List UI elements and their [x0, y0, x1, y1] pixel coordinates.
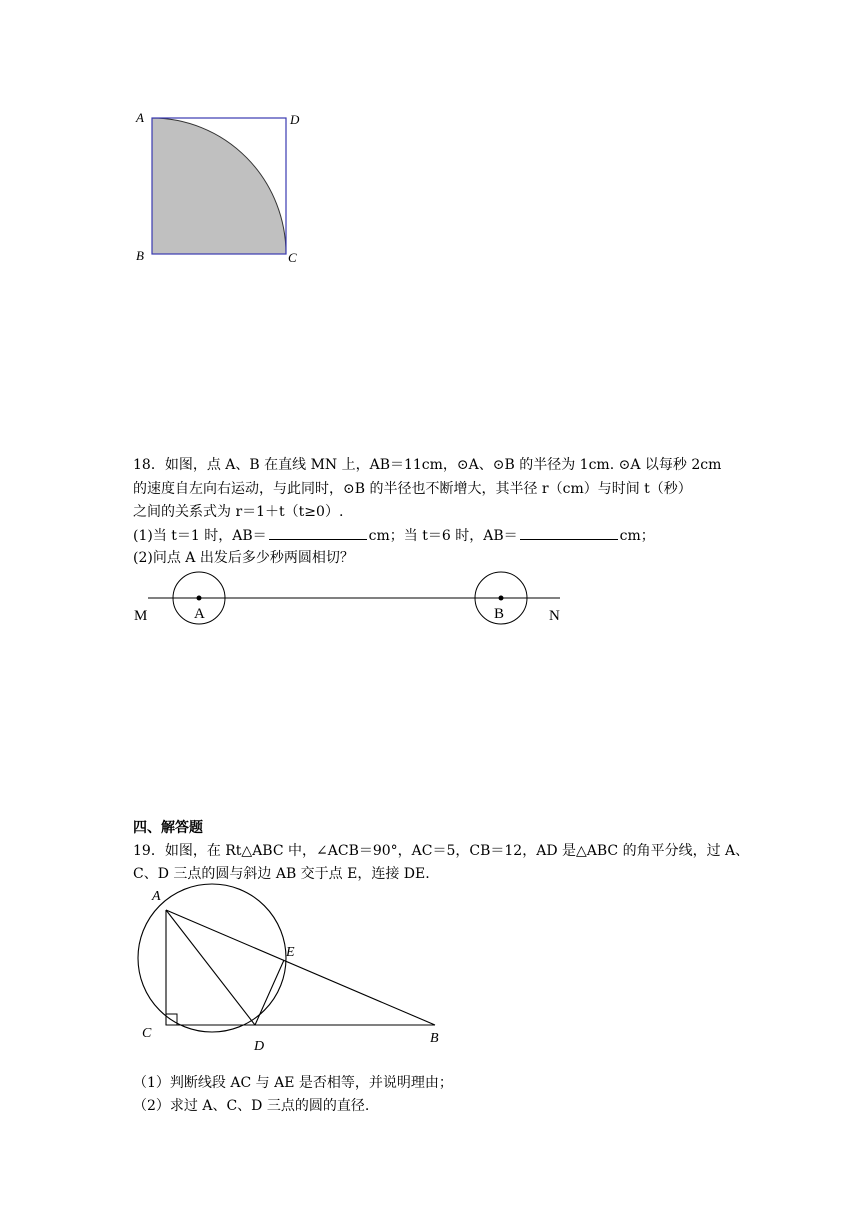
center-a-dot — [197, 596, 202, 601]
quarter-circle-sector — [152, 118, 286, 254]
problem18-line2: 的速度自左向右运动，与此同时，⊙B 的半径也不断增大，其半径 r（cm）与时间 t（秒） — [133, 481, 692, 497]
problem19-line2: C、D 三点的圆与斜边 AB 交于点 E，连接 DE. — [133, 866, 430, 882]
q1-part2: cm；当 t＝6 时，AB＝ — [368, 528, 518, 544]
label-m: M — [134, 608, 148, 624]
problem18-question2: (2)问点 A 出发后多少秒两圆相切？ — [133, 550, 354, 566]
square-sector-figure — [120, 100, 320, 270]
center-b-dot — [499, 596, 504, 601]
label-d: D — [290, 112, 300, 127]
label-b: B — [136, 248, 144, 263]
q1-part1: (1)当 t＝1 时，AB＝ — [133, 528, 267, 544]
section-title: 四、解答题 — [133, 820, 203, 836]
segment-de — [255, 960, 284, 1025]
label-a: A — [194, 606, 205, 622]
problem18-line3: 之间的关系式为 r＝1＋t（t≥0）. — [133, 504, 344, 520]
line-mn-circles-figure — [120, 565, 590, 630]
problem19-question1: （1）判断线段 AC 与 AE 是否相等，并说明理由； — [133, 1075, 453, 1091]
q1-part3: cm； — [619, 528, 655, 544]
label-e: E — [286, 945, 295, 960]
label-c: C — [288, 250, 297, 265]
circle-acd — [138, 884, 286, 1032]
label-c: C — [142, 1026, 152, 1041]
segment-ad — [166, 910, 255, 1025]
problem19-line1: 19．如图，在 Rt△ABC 中，∠ACB＝90°，AC＝5，CB＝12，AD 是△ABC 的角平分线，过 A、 — [133, 843, 750, 859]
label-a: A — [136, 110, 144, 125]
triangle-circle-figure — [130, 882, 460, 1062]
label-b: B — [430, 1031, 439, 1046]
problem19-question2: （2）求过 A、C、D 三点的圆的直径. — [133, 1098, 370, 1114]
answer-blank-2 — [520, 525, 618, 540]
label-b: B — [494, 606, 505, 622]
problem18-question1 — [133, 525, 655, 546]
problem18-line1: 18．如图，点 A、B 在直线 MN 上，AB＝11cm，⊙A、⊙B 的半径为 1cm. ⊙A 以每秒 2cm — [133, 457, 722, 473]
answer-blank-1 — [269, 525, 367, 540]
segment-ab — [166, 910, 435, 1025]
label-n: N — [549, 608, 560, 624]
label-a: A — [152, 889, 161, 904]
label-d: D — [254, 1039, 265, 1054]
